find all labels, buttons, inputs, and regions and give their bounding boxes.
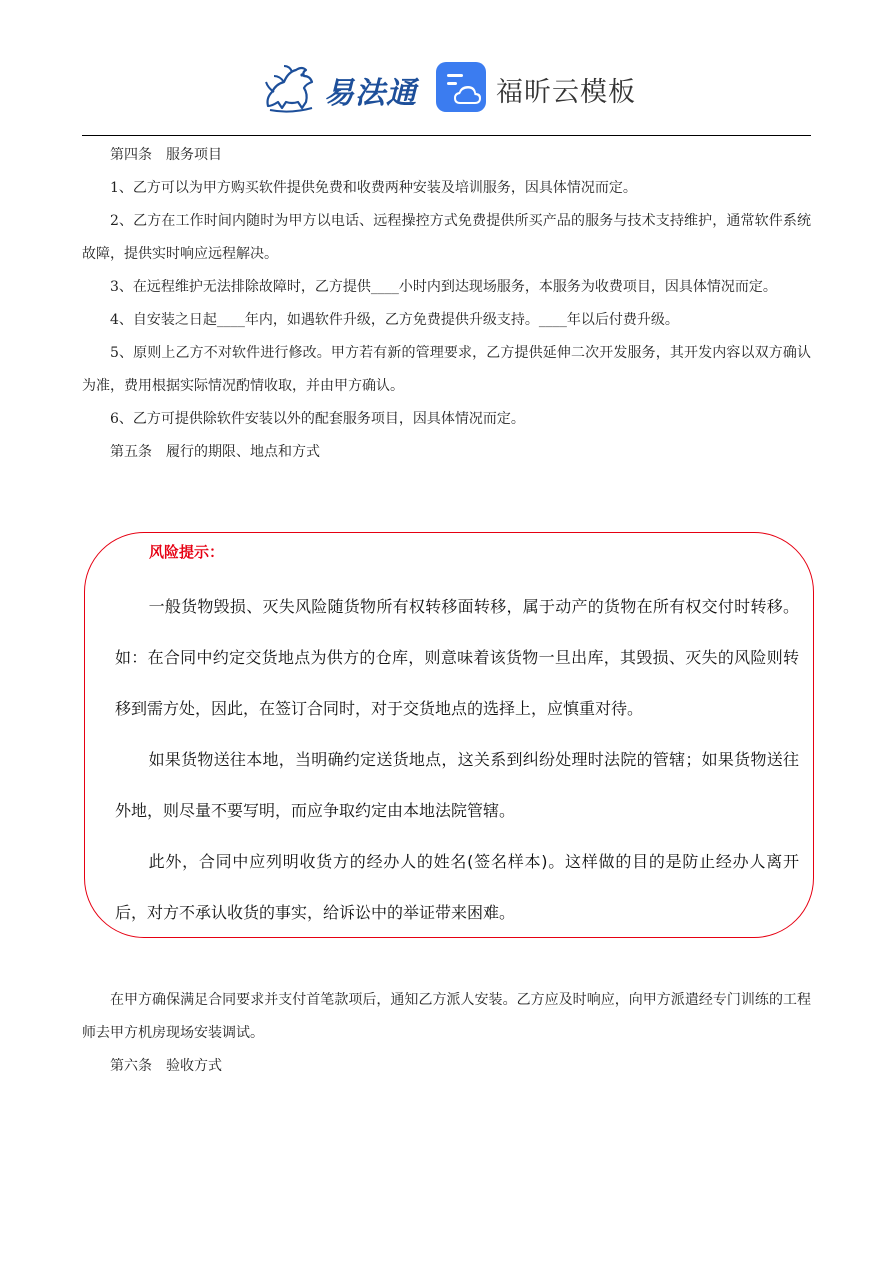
service-item-2: 2、乙方在工作时间内随时为甲方以电话、远程操控方式免费提供所买产品的服务与技术支持维护，通常软件系统故障，提供实时响应远程解决。 bbox=[82, 213, 811, 262]
service-item-1: 1、乙方可以为甲方购买软件提供免费和收费两种安装及培训服务，因具体情况而定。 bbox=[110, 180, 637, 196]
service-item-6: 6、乙方可提供除软件安装以外的配套服务项目，因具体情况而定。 bbox=[110, 411, 525, 427]
cloud-document-app-icon bbox=[436, 62, 486, 116]
service-item-5: 5、原则上乙方不对软件进行修改。甲方若有新的管理要求，乙方提供延伸二次开发服务，其开发内容以双方确认为准，费用根据实际情况酌情收取，并由甲方确认。 bbox=[82, 345, 811, 394]
service-item-4: 4、自安装之日起____年内，如遇软件升级，乙方免费提供升级支持。____年以后付费升级。 bbox=[110, 312, 679, 328]
installation-section bbox=[82, 984, 811, 1083]
risk-warning-body bbox=[115, 581, 799, 938]
section-heading-service: 第四条 服务项目 bbox=[110, 147, 222, 163]
installation-paragraph: 在甲方确保满足合同要求并支付首笔款项后，通知乙方派人安装。乙方应及时响应，向甲方派遣经专门训练的工程师去甲方机房现场安装调试。 bbox=[82, 992, 811, 1041]
service-items-section bbox=[82, 139, 811, 469]
section-heading-acceptance: 第六条 验收方式 bbox=[110, 1058, 222, 1074]
header-divider bbox=[82, 135, 811, 136]
section-heading-performance: 第五条 履行的期限、地点和方式 bbox=[110, 444, 320, 460]
risk-paragraph-2: 如果货物送往本地，当明确约定送货地点，这关系到纠纷处理时法院的管辖；如果货物送往外地，则尽量不要写明，而应争取约定由本地法院管辖。 bbox=[115, 750, 799, 820]
foxit-template-brand bbox=[436, 62, 636, 116]
qilin-logo-icon bbox=[262, 62, 320, 118]
foxit-template-logotype: 福昕云模板 bbox=[496, 76, 636, 108]
yifatong-logotype: 易法通 bbox=[324, 76, 417, 111]
service-item-3: 3、在远程维护无法排除故障时，乙方提供____小时内到达现场服务，本服务为收费项目，因具体情况而定。 bbox=[110, 279, 777, 295]
yifatong-brand bbox=[262, 62, 417, 118]
risk-paragraph-1: 一般货物毁损、灭失风险随货物所有权转移面转移，属于动产的货物在所有权交付时转移。如：在合同中约定交货地点为供方的仓库，则意味着该货物一旦出库，其毁损、灭失的风险则转移到需方处，因此，在签订合同时，对于交货地点的选择上，应慎重对待。 bbox=[115, 597, 799, 718]
risk-warning-title: 风险提示： bbox=[149, 543, 225, 561]
risk-paragraph-3: 此外，合同中应列明收货方的经办人的姓名(签名样本)。这样做的目的是防止经办人离开后，对方不承认收货的事实，给诉讼中的举证带来困难。 bbox=[115, 852, 799, 922]
risk-warning-box bbox=[84, 532, 814, 938]
page-header bbox=[0, 56, 893, 126]
